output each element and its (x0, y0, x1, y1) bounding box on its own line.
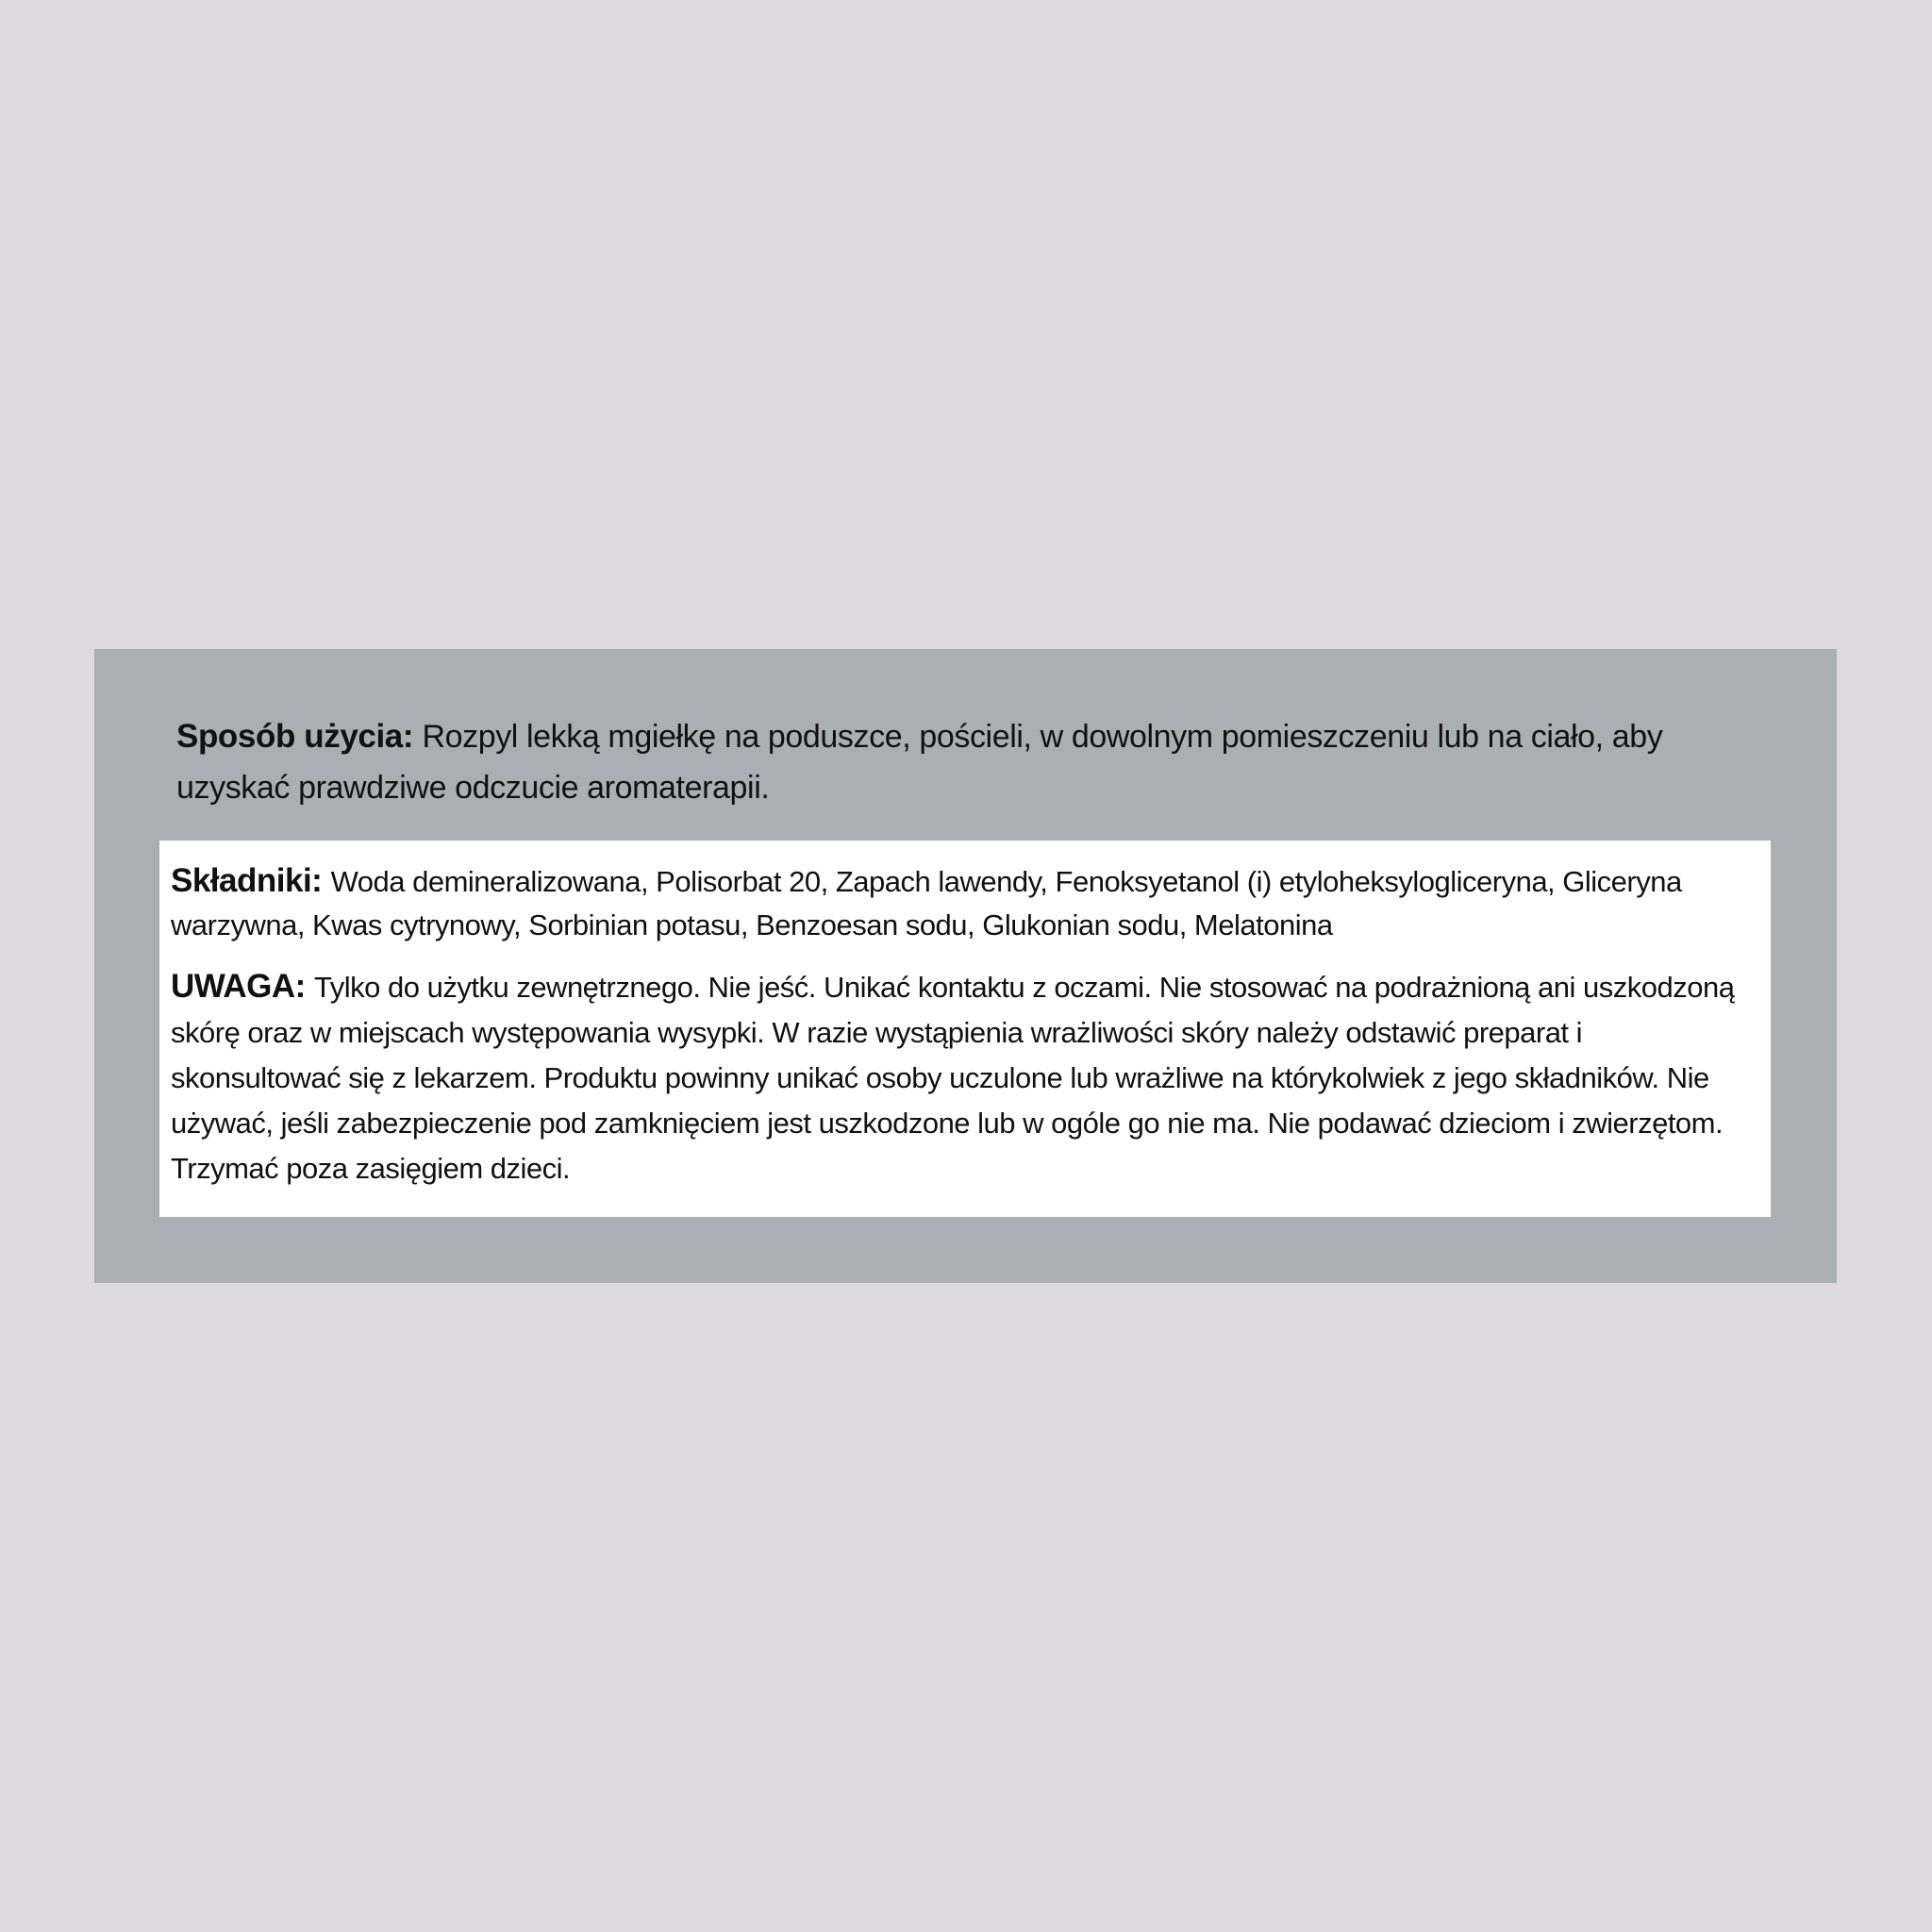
ingredients-section (171, 859, 1759, 947)
product-label-panel (94, 649, 1837, 1283)
usage-label: Sposób użycia: (176, 718, 423, 755)
warning-label: UWAGA: (171, 968, 315, 1005)
warning-text: Tylko do użytku zewnętrznego. Nie jeść. Unikać kontaktu z oczami. Nie stosować na podrażnioną ani uszkodzoną skórę oraz w miejscach występowania wysypki. W razie wystąpienia wrażliwości skóry należy odstawić preparat i skonsultować się z lekarzem. Produktu powinny unikać osoby uczulone lub wrażliwe na którykolwiek z jego składników. Nie używać, jeśli zabezpieczenie pod zamknięciem jest uszkodzone lub w ogóle go nie ma. Nie podawać dzieciom i zwierzętom. Trzymać poza zasięgiem dzieci. (171, 971, 1735, 1185)
ingredients-label: Składniki: (171, 862, 331, 899)
usage-instructions (176, 711, 1761, 813)
ingredients-warning-box (159, 841, 1771, 1217)
usage-text: Rozpyl lekką mgiełkę na poduszce, pościeli, w dowolnym pomieszczeniu lub na ciało, aby uzyskać prawdziwe odczucie aromaterapii. (176, 719, 1663, 806)
ingredients-text: Woda demineralizowana, Polisorbat 20, Zapach lawendy, Fenoksyetanol (i) etyloheksylogliceryna, Gliceryna warzywna, Kwas cytrynowy, Sorbinian potasu, Benzoesan sodu, Glukonian sodu, Melatonina (171, 865, 1682, 941)
warning-section (171, 964, 1759, 1191)
